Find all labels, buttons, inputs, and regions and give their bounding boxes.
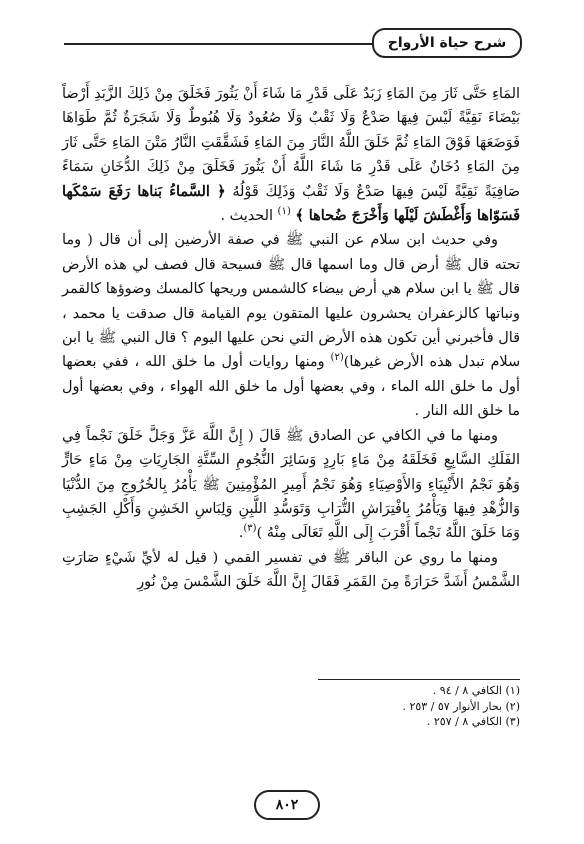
paragraph-3-tail: . xyxy=(238,525,244,542)
page-number-box xyxy=(254,790,320,820)
footnote-2: (٢) بحار الأنوار ٥٧ / ٢٥٣ . xyxy=(402,699,520,713)
paragraph-2-text: وفي حديث ابن سلام عن النبي ﷺ في صفة الأرضين إلى أن قال ( وما تحته قال ﷺ أرض قال وما اسمها قال ﷺ فسيحة قال فصف لي هذه الأرض قال ﷺ يا ابن سلام هي أرض بيضاء كالشمس وريحها كالمسك وضوؤها كالقمر ونباتها كالزعفران يحشرون عليها المتقون يوم القيامة قال صدقت يا محمد ، قال فأخبرني أين تكون هذه الأرض التي نحن عليها اليوم ؟ قال النبي ﷺ يا ابن سلام تبدل هذه الأرض غيرها) xyxy=(62,232,520,371)
running-header-title: شرح حياة الأرواح xyxy=(387,35,507,51)
footnote-separator xyxy=(318,679,520,680)
main-text xyxy=(62,82,520,595)
page-number: ٨٠٢ xyxy=(275,797,299,813)
paragraph-4-text: ومنها ما روي عن الباقر ﷺ في تفسير القمي ( قيل له لأيِّ شَيْءٍ صَارَتِ الشَّمْسُ أَشَدَّ حَرَارَةً مِنَ القَمَرِ فَقَالَ إِنَّ اللَّهَ خَلَقَ الشَّمْسَ مِنْ نُورِ xyxy=(62,549,520,591)
footnote-ref-1: (١) xyxy=(277,206,291,218)
quran-verse: ﴿ السَّماءُ بَناها رَفَعَ سَمْكَها فَسَوّاها وَأَغْطَشَ لَيْلَها وَأَخْرَجَ ضُحاها ﴾ xyxy=(62,182,520,225)
paragraph-1 xyxy=(62,82,520,228)
footnote-1: (١) الكافي ٨ / ٩٤ . xyxy=(432,684,520,697)
footnote-3: (٣) الكافي ٨ / ٢٥٧ . xyxy=(426,715,520,728)
paragraph-2 xyxy=(62,228,520,423)
header-rule xyxy=(64,43,372,45)
running-header xyxy=(372,28,522,58)
footnote-ref-3: (٣) xyxy=(243,523,257,535)
footnotes xyxy=(220,683,520,730)
paragraph-1-tail: الحديث . xyxy=(220,208,278,225)
footnote-ref-2: (٢) xyxy=(330,352,344,364)
paragraph-1-text: المَاءِ حَتَّى ثَارَ مِنَ المَاءِ زَبَدٌ عَلَى قَدْرِ مَا شَاءَ أَنْ يَثُورَ فَخَلَقَ مِنْ ذَلِكَ الزَّبَدِ أَرْضاً بَيْضَاءَ نَقِيَّةً لَيْسَ فِيهَا صَدْعٌ وَلَا ثَقْبٌ وَلَا صُعُودٌ وَلَا هُبُوطٌ وَلَا شَجَرَةٌ ثُمَّ طَوَاهَا فَوَضَعَهَا فَوْقَ المَاءِ ثُمَّ خَلَقَ اللَّهُ النَّارَ مِنَ المَاءِ فَشَقَّقَتِ النَّارُ مَتْنَ المَاءِ حَتَّى ثَارَ مِنَ المَاءِ دُخَانٌ عَلَى قَدْرِ مَا شَاءَ اللَّهُ أَنْ يَثُورَ فَخَلَقَ مِنْ ذَلِكَ الدُّخَانِ سَمَاءً صَافِيَةً نَقِيَّةً لَيْسَ فِيهَا صَدْعٌ وَلَا ثَقْبٌ وَذَلِكَ قَوْلُهُ xyxy=(62,86,520,200)
paragraph-3 xyxy=(62,424,520,546)
paragraph-4 xyxy=(62,546,520,595)
paragraph-3-text: ومنها ما في الكافي عن الصادق ﷺ قَالَ ( إِنَّ اللَّهَ عَزَّ وَجَلَّ خَلَقَ نَجْماً فِي الفَلَكِ السَّابِعِ فَخَلَقَهُ مِنْ مَاءٍ بَارِدٍ وَسَائِرَ النُّجُومِ السِّتَّةِ الجَارِيَاتِ مِنْ مَاءٍ حَارٍّ وَهُوَ نَجْمُ الأَنْبِيَاءِ وَالأَوْصِيَاءِ وَهُوَ نَجْمُ أَمِيرِ المُؤْمِنِينَ ﷺ يَأْمُرُ بِالخُرُوجِ مِنَ الدُّنْيَا وَالزُّهْدِ فِيهَا وَيَأْمُرُ بِافْتِرَاشِ التُّرَابِ وَتَوَسُّدِ اللَّبِنِ وَلِبَاسِ الخَشِنِ وَأَكْلِ الجَشِبِ وَمَا خَلَقَ اللَّهُ نَجْماً أَقْرَبَ إِلَى اللَّهِ تَعَالَى مِنْهُ ) xyxy=(62,427,520,542)
paragraph-2-tail: ومنها روايات أول ما خلق الله ، ففي بعضها أول ما خلق الله الماء ، وفي بعضها أول ما خلق الله الهواء ، وفي بعضها أول ما خلق الله النار . xyxy=(62,354,520,420)
